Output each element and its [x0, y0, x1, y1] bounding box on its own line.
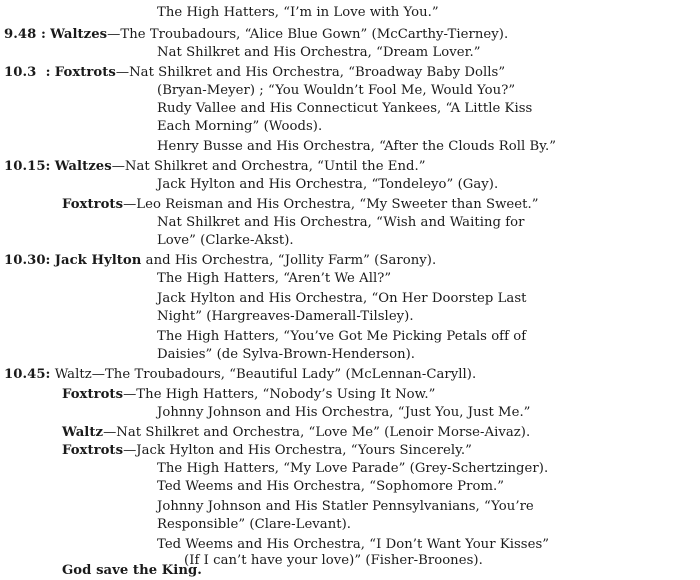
song-entry: Love” (Clarke-Akst).: [157, 233, 294, 248]
song-entry: Nat Shilkret and His Orchestra, “Wish and Waiting for: [157, 215, 525, 230]
category-label: Foxtrots: [62, 387, 124, 402]
listing-line: [184, 552, 483, 570]
listing-line: [157, 138, 556, 156]
listing-line: [62, 424, 530, 442]
listing-line: [4, 64, 505, 82]
listing-line: [157, 100, 532, 118]
song-entry: Jack Hylton and His Orchestra, “Tondeleyo” (Gay).: [157, 177, 499, 192]
listing-line: [157, 176, 498, 194]
listing-line: [157, 232, 294, 250]
listing-line: [157, 328, 526, 346]
listing-line: [62, 196, 539, 214]
song-entry: The High Hatters, “I’m in Love with You.”: [157, 5, 439, 20]
listing-line: [157, 346, 415, 364]
listing-line: [62, 386, 435, 404]
headliner-name: Jack Hylton: [54, 253, 142, 268]
song-entry: —The High Hatters, “Nobody’s Using It Now.”: [123, 387, 436, 402]
song-entry: Rudy Vallee and His Connecticut Yankees, “A Little Kiss: [157, 101, 533, 116]
song-entry: Each Morning” (Woods).: [157, 119, 323, 134]
song-entry: and His Orchestra, “Jollity Farm” (Sarony).: [141, 253, 437, 268]
song-entry: Ted Weems and His Orchestra, “Sophomore Prom.”: [157, 479, 505, 494]
song-entry: Ted Weems and His Orchestra, “I Don’t Want Your Kisses”: [157, 537, 550, 552]
category-label: Foxtrots: [62, 197, 124, 212]
closing-line: [62, 562, 202, 580]
category-label: Foxtrots: [54, 65, 116, 80]
time-slot: 10.3 :: [4, 65, 51, 80]
listing-line: [157, 118, 322, 136]
listing-line: [157, 270, 391, 288]
song-entry: —Leo Reisman and His Orchestra, “My Sweeter than Sweet.”: [123, 197, 539, 212]
song-entry: Nat Shilkret and His Orchestra, “Dream Lover.”: [157, 45, 481, 60]
song-entry: —Jack Hylton and His Orchestra, “Yours Sincerely.”: [123, 443, 472, 458]
listing-line: [4, 366, 476, 384]
song-entry: Daisies” (de Sylva-Brown-Henderson).: [157, 347, 416, 362]
time-slot: 10.15:: [4, 159, 51, 174]
anthem-note: God save the King.: [62, 563, 202, 578]
listing-line: [157, 44, 481, 62]
song-entry: —Nat Shilkret and Orchestra, “Love Me” (Lenoir Morse-Aivaz).: [103, 425, 531, 440]
listing-line: [4, 158, 426, 176]
listing-line: [62, 442, 472, 460]
listing-line: [4, 252, 436, 270]
song-entry: —The Troubadours, “Beautiful Lady” (McLennan-Caryll).: [91, 367, 477, 382]
song-entry: The High Hatters, “You’ve Got Me Picking Petals off of: [157, 329, 527, 344]
song-entry: —Nat Shilkret and Orchestra, “Until the End.”: [111, 159, 426, 174]
listing-line: [157, 308, 414, 326]
song-entry: —The Troubadours, “Alice Blue Gown” (McCarthy-Tierney).: [107, 27, 509, 42]
category-label: Waltzes: [50, 27, 108, 42]
time-slot: 9.48 :: [4, 27, 46, 42]
listing-line: [157, 4, 439, 22]
listing-line: [157, 516, 351, 534]
song-entry: —Nat Shilkret and His Orchestra, “Broadway Baby Dolls”: [115, 65, 506, 80]
song-entry: Johnny Johnson and His Statler Pennsylvanians, “You’re: [157, 499, 534, 514]
song-entry: The High Hatters, “Aren’t We All?”: [157, 271, 392, 286]
category-label: Waltzes: [54, 159, 112, 174]
listing-line: [4, 26, 508, 44]
song-entry: Jack Hylton and His Orchestra, “On Her Doorstep Last: [157, 291, 527, 306]
listing-line: [157, 404, 530, 422]
song-entry: (Bryan-Meyer) ; “You Wouldn’t Fool Me, Would You?”: [157, 83, 516, 98]
song-entry: Johnny Johnson and His Orchestra, “Just You, Just Me.”: [157, 405, 531, 420]
category-label: Foxtrots: [62, 443, 124, 458]
category-label: Waltz: [54, 367, 92, 382]
category-label: Waltz: [62, 425, 104, 440]
song-entry: Responsible” (Clare-Levant).: [157, 517, 352, 532]
listing-line: [157, 478, 504, 496]
time-slot: 10.30:: [4, 253, 51, 268]
listing-line: [157, 82, 515, 100]
song-entry: (If I can’t have your love)” (Fisher-Broones).: [184, 553, 483, 568]
listing-line: [157, 498, 534, 516]
song-entry: Night” (Hargreaves-Damerall-Tilsley).: [157, 309, 414, 324]
time-slot: 10.45:: [4, 367, 51, 382]
song-entry: Henry Busse and His Orchestra, “After the Clouds Roll By.”: [157, 139, 557, 154]
listing-line: [157, 290, 526, 308]
listing-line: [157, 214, 525, 232]
song-entry: The High Hatters, “My Love Parade” (Grey-Schertzinger).: [157, 461, 549, 476]
listing-line: [157, 460, 548, 478]
